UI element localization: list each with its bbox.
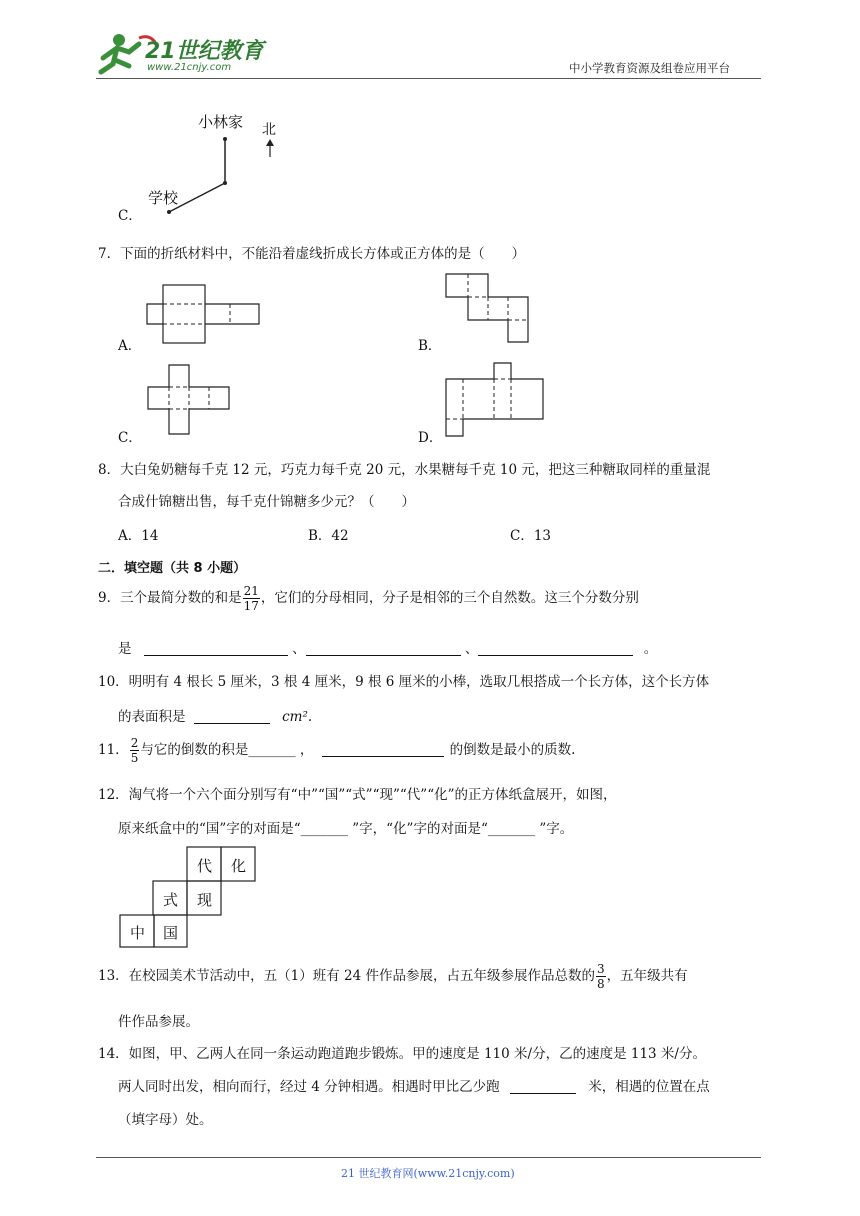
q14-blank[interactable] <box>510 1078 576 1094</box>
net-cell-hua: 化 <box>231 857 247 875</box>
footer-divider <box>96 1157 761 1158</box>
net-cell-guo: 国 <box>163 924 179 942</box>
map-home-label: 小林家 <box>198 113 244 131</box>
q8-line1: 8．大白兔奶糖每千克 12 元，巧克力每千克 20 元，水果糖每千克 10 元，把这三种糖取同样的重量混 <box>98 462 711 478</box>
q14-line2 <box>118 1075 710 1095</box>
net-cell-shi: 式 <box>163 891 179 909</box>
q11-prefix: 11． <box>98 742 129 758</box>
net-cell-xian: 现 <box>197 891 213 909</box>
q12-line2: 原来纸盒中的“国”字的对面是“_______ ”字，“化”字的对面是“_______ ”字。 <box>118 821 574 837</box>
q12-line1: 12．淘气将一个六个面分别写有“中”“国”“式”“现”“代”“化”的正方体纸盒展开，如图， <box>98 787 617 803</box>
q6-option-c-label: C． <box>118 208 142 224</box>
q10-line2-pre: 的表面积是 <box>118 709 186 725</box>
logo <box>95 30 264 78</box>
q13-frac-num: 3 <box>597 962 605 976</box>
footer-text[interactable]: 21 世纪教育网(www.21cnjy.com) <box>341 1167 515 1180</box>
q7-stem: 7．下面的折纸材料中，不能沿着虚线折成长方体或正方体的是（ ） <box>98 246 526 262</box>
q8-line2: 合成什锦糖出售，每千克什锦糖多少元？（ ） <box>118 494 415 510</box>
q11-end: 的倒数是最小的质数. <box>449 742 576 758</box>
q7-net-a <box>146 284 266 354</box>
q13-fraction <box>596 962 606 991</box>
q11-blank[interactable] <box>322 741 444 757</box>
q8-option-a: A．14 <box>118 528 159 544</box>
map-north-label: 北 <box>262 122 276 138</box>
q9-end: 。 <box>643 641 658 657</box>
q7-net-b <box>444 272 544 347</box>
header-divider <box>96 78 761 79</box>
q13-post: ，五年级共有 <box>606 968 688 984</box>
net-cell-zhong: 中 <box>130 924 146 942</box>
q9-blank-2[interactable] <box>306 640 461 656</box>
q11-line <box>98 736 575 765</box>
q10-blank[interactable] <box>194 708 270 724</box>
q9-line2-pre: 是 <box>118 641 132 657</box>
header-platform-text: 中小学教育资源及组卷应用平台 <box>569 61 730 75</box>
q13-line1 <box>98 962 688 991</box>
q7-net-c <box>146 363 236 438</box>
q8-option-b: B．42 <box>308 528 349 544</box>
q7-net-d <box>443 361 553 441</box>
q9-blank-1[interactable] <box>144 640 288 656</box>
q9-post: ，它们的分母相同，分子是相邻的三个自然数。这三个分数分别 <box>260 590 639 606</box>
q14-line2-pre: 两人同时出发，相向而行，经过 4 分钟相遇。相遇时甲比乙少跑 <box>118 1079 500 1095</box>
q11-mid: 与它的倒数的积是_______ ， <box>140 742 314 758</box>
q7-option-c-label: C． <box>118 430 142 446</box>
q11-fraction <box>130 736 140 765</box>
q9-frac-den: 17 <box>243 599 259 613</box>
q8-option-c: C．13 <box>510 528 552 544</box>
logo-text: 21世纪教育 <box>145 39 264 64</box>
section2-heading: 二．填空题（共 8 小题） <box>98 561 247 576</box>
q14-line1: 14．如图，甲、乙两人在同一条运动跑道跑步锻炼。甲的速度是 110 米/分，乙的速度是 113 米/分。 <box>98 1046 706 1062</box>
logo-url: www.21cnjy.com <box>147 62 232 73</box>
q13-frac-den: 8 <box>597 977 605 991</box>
q9-fraction <box>243 584 260 613</box>
q13-pre: 13．在校园美术节活动中，五（1）班有 24 件作品参展，占五年级参展作品总数的 <box>98 968 596 984</box>
q10-line2 <box>118 705 312 725</box>
q7-option-a-label: A． <box>118 338 142 354</box>
q9-blank-3[interactable] <box>478 640 633 656</box>
q9-sep-1: 、 <box>292 641 306 657</box>
net-cell-dai: 代 <box>197 857 213 875</box>
q9-line1 <box>98 584 639 613</box>
q10-line1: 10．明明有 4 根长 5 厘米，3 根 4 厘米，9 根 6 厘米的小棒，选取几根搭成一个长方体，这个长方体 <box>98 674 710 690</box>
q14-line3: （填字母）处。 <box>118 1112 213 1128</box>
q11-frac-num: 2 <box>130 736 139 750</box>
q11-frac-den: 5 <box>130 751 139 765</box>
q9-sep-2: 、 <box>464 641 479 657</box>
q7-option-d-label: D． <box>418 430 443 446</box>
q9-frac-num: 21 <box>243 584 259 598</box>
q10-unit: cm². <box>282 709 313 725</box>
q9-line2 <box>118 637 657 657</box>
q13-line2: 件作品参展。 <box>118 1014 199 1030</box>
q14-line2-post: 米，相遇的位置在点 <box>588 1079 710 1095</box>
q9-pre: 9．三个最简分数的和是 <box>98 590 242 606</box>
map-school-label: 学校 <box>148 189 179 207</box>
q7-option-b-label: B． <box>418 338 442 354</box>
